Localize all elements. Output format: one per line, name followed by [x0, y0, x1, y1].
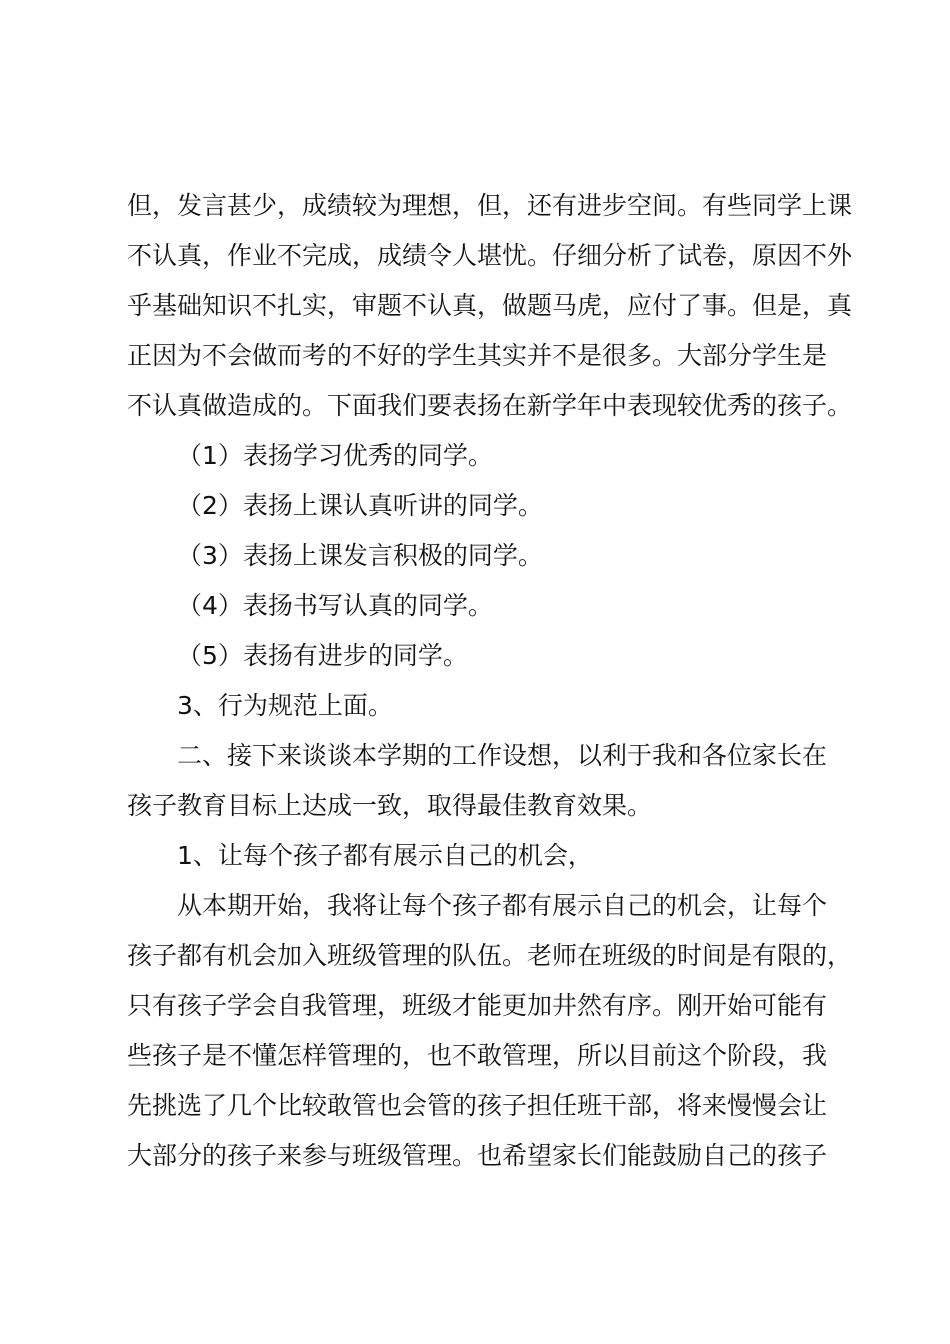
text-line: 大部分的孩子来参与班级管理。也希望家长们能鼓励自己的孩子	[127, 1141, 828, 1170]
list-item: （2）表扬上课认真听讲的同学。	[177, 491, 543, 520]
list-item: （4）表扬书写认真的同学。	[177, 591, 493, 620]
text-line: 正因为不会做而考的不好的学生其实并不是很多。大部分学生是	[127, 341, 828, 370]
section-heading: 3、行为规范上面。	[177, 691, 393, 720]
body-text	[127, 181, 857, 1181]
list-item: （3）表扬上课发言积极的同学。	[177, 541, 543, 570]
text-line: 只有孩子学会自我管理，班级才能更加井然有序。刚开始可能有	[127, 991, 828, 1020]
text-line: 不认真做造成的。下面我们要表扬在新学年中表现较优秀的孩子。	[127, 391, 853, 420]
section-heading: 二、接下来谈谈本学期的工作设想，以利于我和各位家长在	[177, 741, 828, 770]
paragraph-start: 从本期开始，我将让每个孩子都有展示自己的机会，让每个	[177, 891, 828, 920]
list-item: （5）表扬有进步的同学。	[177, 641, 468, 670]
text-line: 但，发言甚少，成绩较为理想，但，还有进步空间。有些同学上课	[127, 191, 853, 220]
text-line: 先挑选了几个比较敢管也会管的孩子担任班干部，将来慢慢会让	[127, 1091, 828, 1120]
text-line: 些孩子是不懂怎样管理的，也不敢管理，所以目前这个阶段，我	[127, 1041, 828, 1070]
text-line: 孩子教育目标上达成一致，取得最佳教育效果。	[127, 791, 653, 820]
text-line: 乎基础知识不扎实，审题不认真，做题马虎，应付了事。但是，真	[127, 291, 853, 320]
list-item: （1）表扬学习优秀的同学。	[177, 441, 493, 470]
text-line: 不认真，作业不完成，成绩令人堪忧。仔细分析了试卷，原因不外	[127, 241, 853, 270]
section-heading: 1、让每个孩子都有展示自己的机会，	[177, 841, 593, 870]
text-line: 孩子都有机会加入班级管理的队伍。老师在班级的时间是有限的，	[127, 941, 853, 970]
